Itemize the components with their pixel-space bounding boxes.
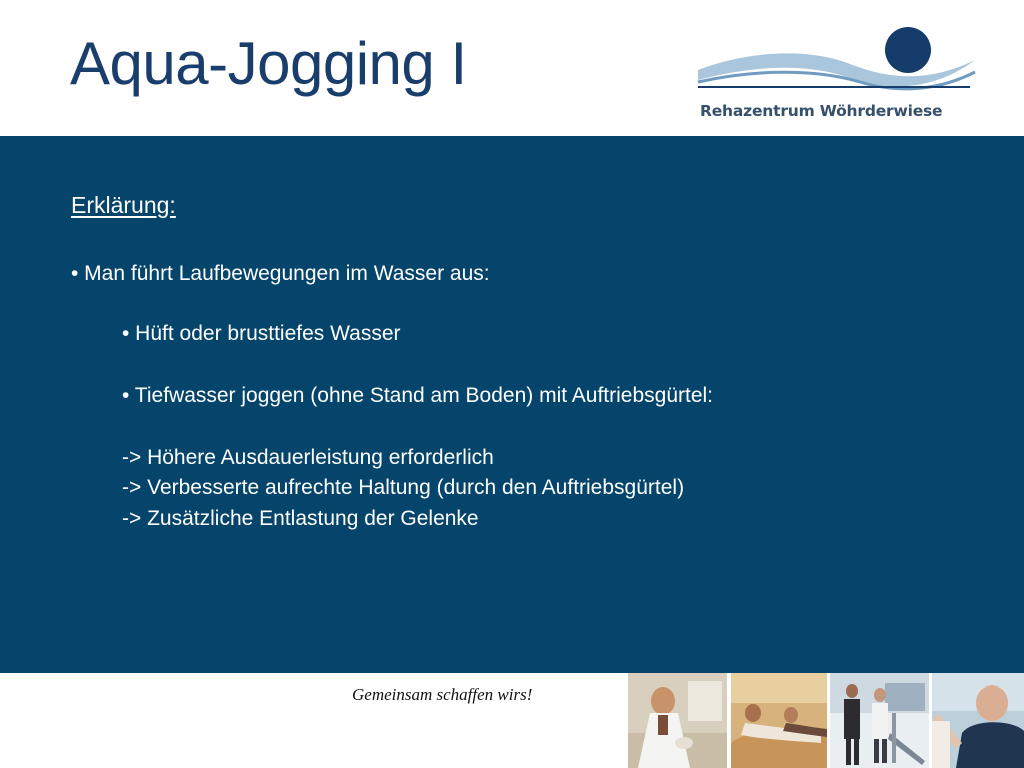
- tagline: Gemeinsam schaffen wirs!: [352, 685, 533, 704]
- sub-bullet-line: • Hüft oder brusttiefes Wasser: [122, 322, 401, 345]
- treadmill-therapy-photo: [830, 673, 929, 768]
- slide-header: [0, 0, 1024, 136]
- logo-text: Rehazentrum Wöhrderwiese: [700, 102, 943, 120]
- content-panel: [0, 136, 1024, 673]
- arrow-line: -> Zusätzliche Entlastung der Gelenke: [122, 507, 479, 530]
- rehazentrum-logo: [690, 20, 980, 130]
- arrow-line: -> Höhere Ausdauerleistung erforderlich: [122, 446, 494, 469]
- physiotherapy-photo: [932, 673, 1024, 768]
- logo-wave-icon: [690, 20, 980, 100]
- bullet-line: • Man führt Laufbewegungen im Wasser aus:: [71, 262, 490, 285]
- section-heading: Erklärung:: [71, 192, 176, 218]
- arrow-line: -> Verbesserte aufrechte Haltung (durch den Auftriebsgürtel): [122, 476, 685, 499]
- slide-footer: [0, 673, 1024, 768]
- sub-bullet-line: • Tiefwasser joggen (ohne Stand am Boden) mit Auftriebsgürtel:: [122, 384, 714, 407]
- doctor-photo: [628, 673, 727, 768]
- relaxation-photo: [731, 673, 827, 768]
- slide-title: Aqua-Jogging I: [70, 30, 467, 97]
